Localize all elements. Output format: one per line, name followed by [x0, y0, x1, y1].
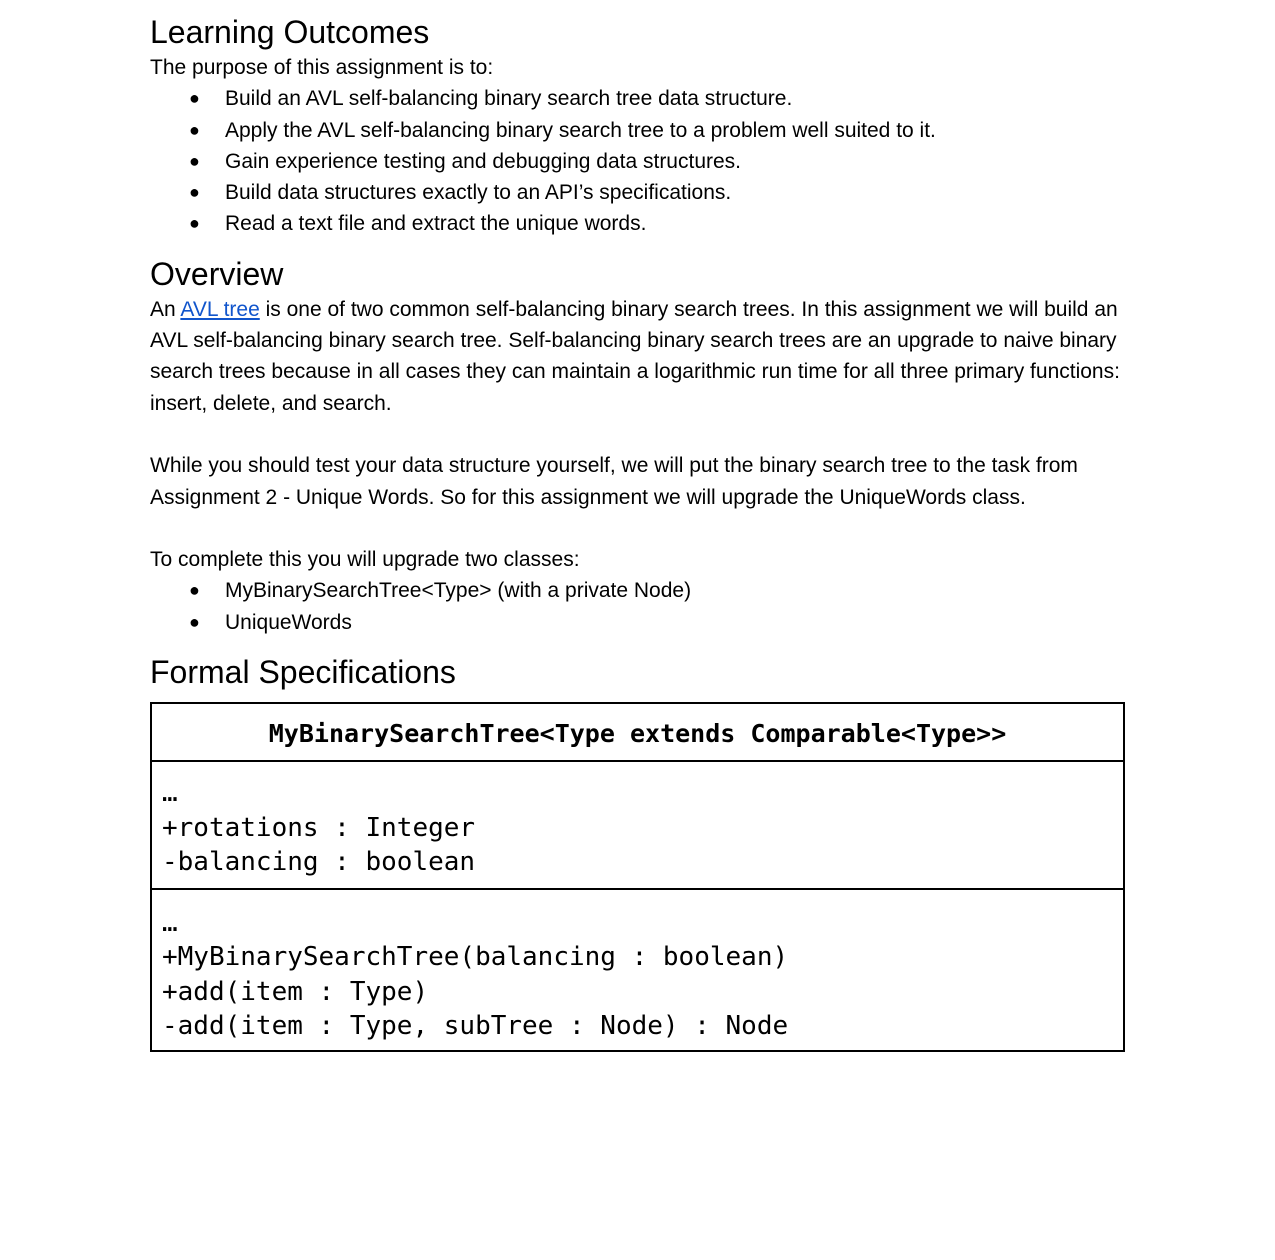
uml-method: …: [162, 907, 178, 938]
learning-outcomes-heading: Learning Outcomes: [150, 14, 430, 50]
avl-tree-link[interactable]: AVL tree: [180, 297, 260, 321]
list-item: [150, 575, 1130, 606]
bullet-icon: ●: [189, 182, 200, 203]
overview-paragraph-1: [150, 294, 1130, 419]
uml-methods-section: [152, 888, 1123, 1050]
uml-method: +MyBinarySearchTree(balancing : boolean): [162, 942, 789, 973]
list-item: [150, 115, 1130, 146]
overview-heading: Overview: [150, 255, 284, 292]
list-item-text: MyBinarySearchTree<Type> (with a private Node): [225, 579, 692, 603]
list-item-text: Gain experience testing and debugging data structures.: [225, 149, 742, 173]
overview-p1-prefix: An: [150, 297, 181, 321]
bullet-icon: ●: [189, 119, 200, 140]
formal-specifications-heading: Formal Specifications: [150, 654, 456, 691]
list-item-text: Build data structures exactly to an API’s specifications.: [225, 181, 732, 205]
document-page: [150, 0, 1130, 1052]
uml-field: -balancing : boolean: [162, 847, 476, 878]
bullet-icon: ●: [189, 611, 200, 632]
list-item: [150, 83, 1130, 114]
paragraph-spacer: [150, 419, 1130, 450]
uml-class-diagram: [150, 702, 1125, 1052]
list-item-text: UniqueWords: [225, 610, 352, 634]
list-item: [150, 607, 1130, 638]
classes-list: [150, 575, 1130, 638]
list-item: [150, 208, 1130, 239]
uml-field: …: [162, 778, 178, 809]
uml-class-name: MyBinarySearchTree<Type extends Comparable<Type>>: [152, 704, 1123, 762]
overview-paragraph-3: To complete this you will upgrade two classes:: [150, 548, 580, 572]
bullet-icon: ●: [189, 88, 200, 109]
uml-field: +rotations : Integer: [162, 812, 476, 843]
uml-fields-section: [152, 762, 1123, 888]
overview-p1-rest: is one of two common self-balancing binary search trees. In this assignment we will build an AVL self-balancing binary search tree. Self-balancing binary search trees are an upgrade to naive binary search trees because in all cases they can maintain a logarithmic run time for all three primary functions: insert, delete, and search.: [150, 297, 1120, 415]
uml-method: +add(item : Type): [162, 976, 429, 1007]
bullet-icon: ●: [189, 580, 200, 601]
overview-paragraph-2: While you should test your data structure yourself, we will put the binary search tree to the task from Assignment 2 - Unique Words. So for this assignment we will upgrade the UniqueWords class.: [150, 454, 1078, 509]
list-item-text: Build an AVL self-balancing binary search tree data structure.: [225, 87, 793, 111]
learning-outcomes-list: [150, 83, 1130, 239]
list-item: [150, 146, 1130, 177]
paragraph-spacer: [150, 513, 1130, 544]
bullet-icon: ●: [189, 150, 200, 171]
bullet-icon: ●: [189, 213, 200, 234]
list-item-text: Apply the AVL self-balancing binary search tree to a problem well suited to it.: [225, 118, 936, 142]
learning-outcomes-intro: The purpose of this assignment is to:: [150, 56, 494, 79]
uml-method: -add(item : Type, subTree : Node) : Node: [162, 1011, 789, 1042]
list-item: [150, 177, 1130, 208]
list-item-text: Read a text file and extract the unique words.: [225, 212, 647, 236]
